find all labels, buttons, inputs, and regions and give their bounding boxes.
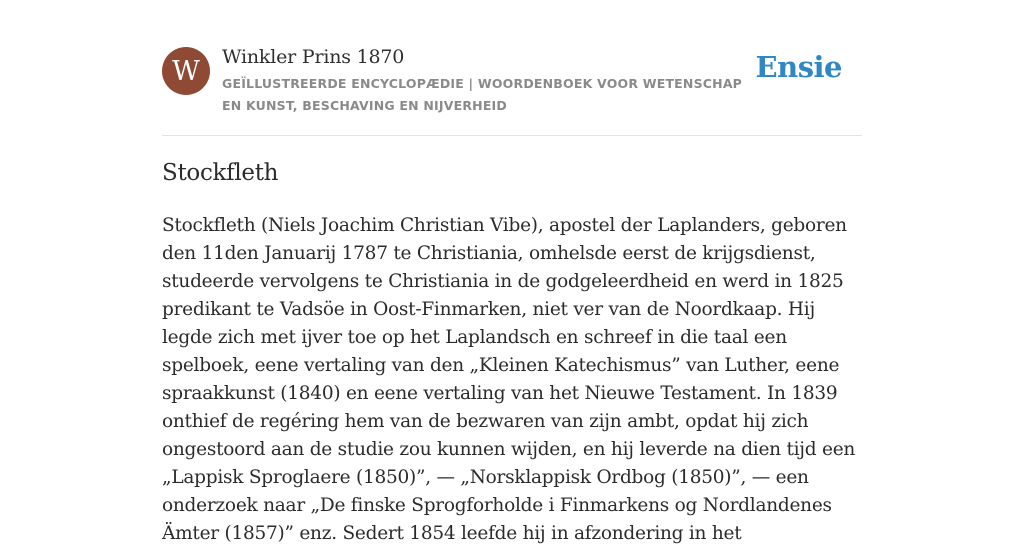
book-subtitle: GEÏLLUSTREERDE ENCYCLOPÆDIE | WOORDENBOEK VOOR WETENSCHAP EN KUNST, BESCHAVING EN NIJVERHEID — [222, 76, 743, 113]
entry-body: Stockfleth (Niels Joachim Christian Vibe), apostel der Laplanders, geboren den 11den Januarij 1787 te Christiania, omhelsde eerst de krijgsdienst, studeerde vervolgens te Christiania in de godgeleerdheid en werd in 1825 predikant te Vadsöe in Oost-Finmarken, niet ver van de Noordkaap. Hij legde zich met ijver toe op het Laplandsch en schreef in die taal een spelboek, eene vertaling van den „Kleinen Katechismus” van Luther, eene spraakkunst (1840) en eene vertaling van het Nieuwe Testament. In 1839 onthief de regéring hem van de bezwaren van zijn ambt, opdat hij zich ongestoord aan de studie zou kunnen wijden, en hij leverde na dien tijd een „Lappisk Sproglaere (1850)”, — „Norsklappisk Ordbog (1850)”, — een onderzoek naar „De finske Sprogforholde i Finmarkens og Nordlandenes Ämter (1857)” enz. Sedert 1854 leefde hij in afzondering in het — [162, 215, 856, 544]
header-divider — [162, 135, 862, 136]
book-title[interactable]: Winkler Prins 1870 — [222, 46, 405, 68]
entry-title: Stockfleth — [162, 160, 279, 186]
ensie-logo-link[interactable]: Ensie — [755, 50, 842, 84]
book-avatar[interactable]: W — [162, 47, 210, 95]
